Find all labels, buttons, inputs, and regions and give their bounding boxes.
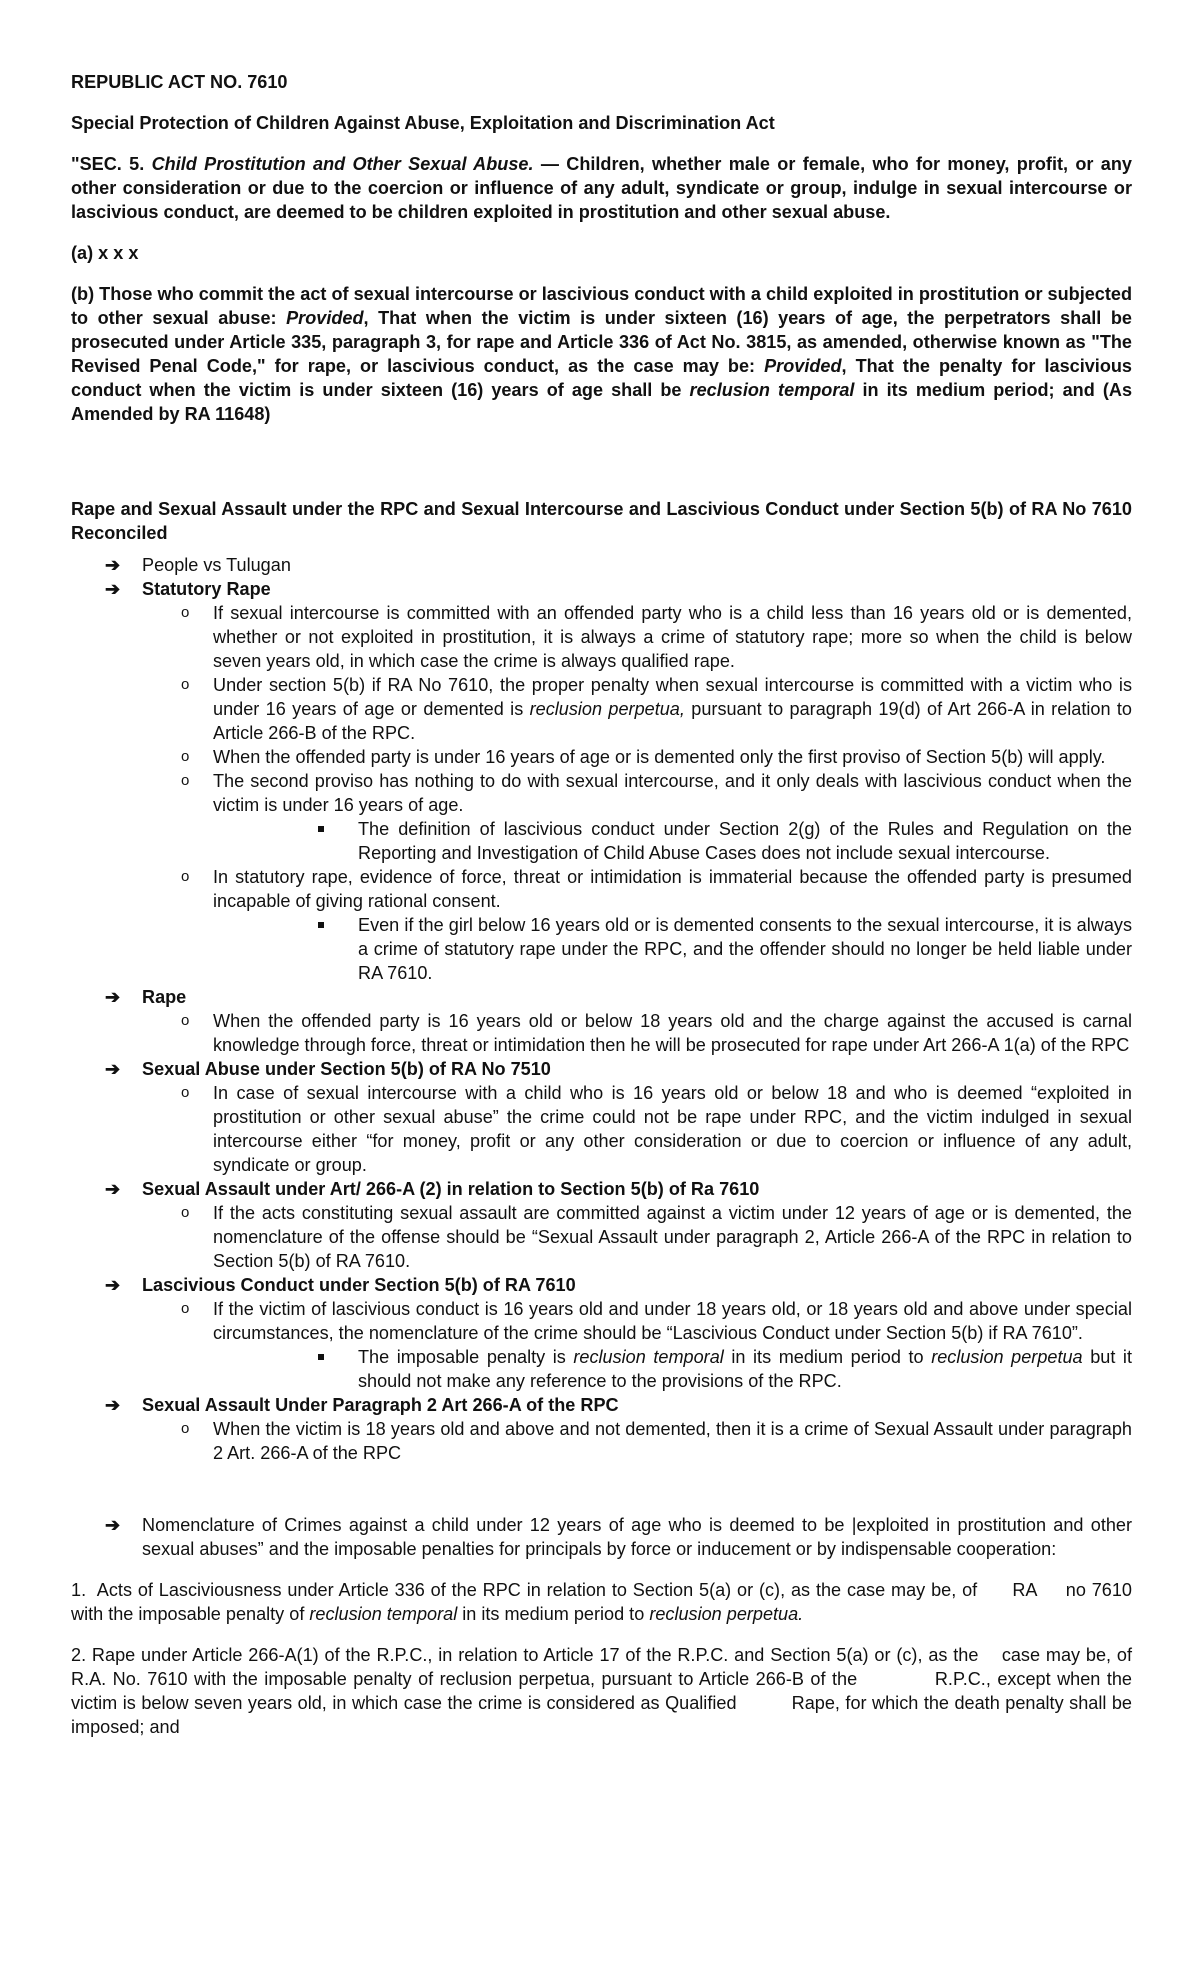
penalty-reclusion-perpetua: reclusion perpetua xyxy=(931,1347,1083,1367)
list-item xyxy=(71,1081,1132,1177)
list-item xyxy=(71,1057,1132,1177)
section-5-body: — Children, whether male or female, who for money, profit, or any other consideration or due to the coercion or influence of any adult, syndicate or group, indulge in sexual intercourse or lascivious conduct, are deemed to be children exploited in prostitution and other sexual abuse. xyxy=(71,154,1132,222)
list-item xyxy=(71,1273,1132,1393)
list-item xyxy=(71,1417,1132,1465)
numbered-item-1-reclusion-perpetua: reclusion perpetua. xyxy=(649,1604,804,1624)
statutory-rape-point-3: When the offended party is under 16 years of age or is demented only the first proviso of Section 5(b) will apply. xyxy=(213,747,1106,767)
paragraph-b-part4: in its medium period; and (As Amended by RA 11648) xyxy=(71,380,1133,424)
arrow-right-icon: ➔ xyxy=(105,555,121,575)
circle-bullet-icon: o xyxy=(181,1084,190,1101)
circle-bullet-icon: o xyxy=(181,1420,190,1437)
arrow-right-icon: ➔ xyxy=(105,987,121,1007)
list-item xyxy=(71,1201,1132,1273)
square-bullet-icon xyxy=(318,1354,324,1360)
arrow-right-icon: ➔ xyxy=(105,1515,121,1535)
statutory-rape-point-2 xyxy=(142,673,1132,745)
arrow-right-icon: ➔ xyxy=(105,1275,121,1295)
rape-point-1: When the offended party is 16 years old or below 18 years old and the charge against the accused is carnal knowledge through force, threat or intimidation then he will be prosecuted for rape under Art 266-A 1(a) of the RPC xyxy=(213,1011,1132,1055)
statutory-rape-point-1: If sexual intercourse is committed with an offended party who is a child less than 16 years old or is demented, whether or not exploited in prostitution, it is always a crime of statutory rape; more so when the child is below seven years old, in which case the crime is always qualified rape. xyxy=(213,603,1132,671)
penalty-text-a: The imposable penalty is xyxy=(358,1347,574,1367)
sexual-abuse-point-1: In case of sexual intercourse with a child who is 16 years old or below 18 and who is deemed “exploited in prostitution or other sexual abuse” the crime could not be rape under RPC, and the victim indulged in sexual intercourse either “for money, profit or any other consideration or due to coercion or influence of any adult, syndicate or group. xyxy=(213,1083,1132,1175)
arrow-right-icon: ➔ xyxy=(105,1395,121,1415)
paragraph-b-part1: (b) Those who commit the act of sexual intercourse or lascivious conduct with a child exploited in prostitution or subjected to other sexual abuse: xyxy=(71,284,1132,328)
list-item xyxy=(71,985,1132,1057)
penalty-text-c: but it should not make any reference to the provisions of the RPC. xyxy=(358,1347,1132,1391)
sexual-assault-p2-heading: Sexual Assault Under Paragraph 2 Art 266-A of the RPC xyxy=(142,1395,619,1415)
list-item xyxy=(71,601,1132,673)
circle-bullet-icon: o xyxy=(181,868,190,885)
paragraph-b xyxy=(71,282,1132,426)
statutory-rape-point-5: In statutory rape, evidence of force, threat or intimidation is immaterial because the offended party is presumed incapable of giving rational consent. xyxy=(213,867,1132,911)
numbered-item-1-a: 1. Acts of Lasciviousness under Article 336 of the RPC in relation to Section 5(a) or (c), as the case may be, of RA no 7610 with the imposable penalty of xyxy=(71,1580,1138,1624)
square-bullet-icon xyxy=(318,922,324,928)
list-item xyxy=(71,865,1132,985)
arrow-right-icon: ➔ xyxy=(105,579,121,599)
circle-bullet-icon: o xyxy=(181,1012,190,1029)
paragraph-b-part2: , That when the victim is under sixteen (16) years of age, the perpetrators shall be prosecuted under Article 335, paragraph 3, for rape and Article 336 of Act No. 3815, as amended, otherwise known as "The Revised Penal Code," for rape, or lascivious conduct, as the case may be: xyxy=(71,308,1132,376)
list-item xyxy=(71,1009,1132,1057)
arrow-right-icon: ➔ xyxy=(105,1179,121,1199)
numbered-item-1 xyxy=(71,1578,1138,1626)
circle-bullet-icon: o xyxy=(181,772,190,789)
circle-bullet-icon: o xyxy=(181,604,190,621)
statutory-rape-point-2-b: pursuant to paragraph 19(d) of Art 266-A in relation to Article 266-B of the RPC. xyxy=(213,699,1132,743)
paragraph-b-provided1: Provided xyxy=(286,308,364,328)
people-vs-tulugan: People vs Tulugan xyxy=(142,555,291,575)
paragraph-a: (a) x x x xyxy=(71,243,139,263)
paragraph-b-provided2: Provided xyxy=(764,356,842,376)
statutory-rape-point-5-sub: Even if the girl below 16 years old or is demented consents to the sexual intercourse, it is always a crime of statutory rape under the RPC, and the offender should no longer be held liable under RA 7610. xyxy=(358,915,1132,983)
section-5-heading: Child Prostitution and Other Sexual Abuse. xyxy=(151,154,534,174)
act-subtitle: Special Protection of Children Against Abuse, Exploitation and Discrimination Act xyxy=(71,113,775,133)
circle-bullet-icon: o xyxy=(181,676,190,693)
sexual-abuse-heading: Sexual Abuse under Section 5(b) of RA No 7510 xyxy=(142,1059,551,1079)
lascivious-conduct-point-1-sub xyxy=(286,1345,1132,1393)
list-item xyxy=(71,1177,1132,1273)
lascivious-conduct-point-1: If the victim of lascivious conduct is 16 years old and under 18 years old, or 18 years old and above under special circumstances, the nomenclature of the crime should be “Lascivious Conduct under Section 5(b) if RA 7610”. xyxy=(213,1299,1132,1343)
statutory-rape-point-4: The second proviso has nothing to do with sexual intercourse, and it only deals with lascivious conduct when the victim is under 16 years of age. xyxy=(213,771,1132,815)
reconciled-heading: Rape and Sexual Assault under the RPC and Sexual Intercourse and Lascivious Conduct under Section 5(b) of RA No 7610 Reconciled xyxy=(71,499,1132,543)
list-item xyxy=(71,1297,1132,1393)
lascivious-conduct-heading: Lascivious Conduct under Section 5(b) of RA 7610 xyxy=(142,1275,576,1295)
nomenclature-text: Nomenclature of Crimes against a child under 12 years of age who is deemed to be |exploited in prostitution and other sexual abuses” and the imposable penalties for principals by force or inducement or by indispensable cooperation: xyxy=(142,1515,1132,1559)
paragraph-b-reclusion-temporal: reclusion temporal xyxy=(689,380,855,400)
sexual-assault-266a2-point-1: If the acts constituting sexual assault are committed against a victim under 12 years of age or is demented, the nomenclature of the offense should be “Sexual Assault under paragraph 2, Article 266-A of the RPC in relation to Section 5(b) of RA 7610. xyxy=(213,1203,1132,1271)
numbered-item-2: 2. Rape under Article 266-A(1) of the R.P.C., in relation to Article 17 of the R.P.C. and Section 5(a) or (c), as the case may be, of R.A. No. 7610 with the imposable penalty of reclusion perpetua, pursuant to Article 266-B of the R.P.C., except when the victim is below seven years old, in which case the crime is considered as Qualified Rape, for which the death penalty shall be imposed; and xyxy=(71,1645,1138,1737)
statutory-rape-point-2-a: Under section 5(b) if RA No 7610, the proper penalty when sexual intercourse is committed with a victim who is under 16 years of age or demented is xyxy=(213,675,1132,719)
list-item xyxy=(71,553,1132,577)
statutory-rape-point-4-sub: The definition of lascivious conduct under Section 2(g) of the Rules and Regulation on the Reporting and Investigation of Child Abuse Cases does not include sexual intercourse. xyxy=(358,819,1132,863)
sexual-assault-266a2-heading: Sexual Assault under Art/ 266-A (2) in relation to Section 5(b) of Ra 7610 xyxy=(142,1179,760,1199)
list-item xyxy=(71,769,1132,865)
circle-bullet-icon: o xyxy=(181,748,190,765)
list-item xyxy=(213,817,1132,865)
statutory-rape-point-2-italic: reclusion perpetua, xyxy=(529,699,685,719)
numbered-item-1-b: in its medium period to xyxy=(457,1604,650,1624)
rape-heading: Rape xyxy=(142,987,187,1007)
list-item xyxy=(213,1345,1132,1393)
paragraph-b-part3: , That the penalty for lascivious conduct when the victim is under sixteen (16) years of age shall be xyxy=(71,356,1132,400)
circle-bullet-icon: o xyxy=(181,1300,190,1317)
section-5-lead: "SEC. 5. xyxy=(71,154,152,174)
list-item xyxy=(71,1513,1132,1561)
numbered-item-1-reclusion-temporal: reclusion temporal xyxy=(309,1604,458,1624)
arrow-right-icon: ➔ xyxy=(105,1059,121,1079)
act-title: REPUBLIC ACT NO. 7610 xyxy=(71,72,288,92)
list-item xyxy=(213,913,1132,985)
list-item xyxy=(71,673,1132,745)
nomenclature-list xyxy=(71,1513,1132,1561)
penalty-text-b: in its medium period to xyxy=(723,1347,932,1367)
reconciled-list xyxy=(71,553,1132,1465)
sexual-assault-p2-point-1: When the victim is 18 years old and above and not demented, then it is a crime of Sexual Assault under paragraph 2 Art. 266-A of the RPC xyxy=(213,1419,1132,1463)
penalty-reclusion-temporal: reclusion temporal xyxy=(573,1347,724,1367)
list-item xyxy=(71,1393,1132,1465)
square-bullet-icon xyxy=(318,826,324,832)
section-5-paragraph xyxy=(71,152,1132,224)
list-item xyxy=(71,577,1132,985)
list-item xyxy=(71,745,1132,769)
statutory-rape-heading: Statutory Rape xyxy=(142,579,271,599)
circle-bullet-icon: o xyxy=(181,1204,190,1221)
